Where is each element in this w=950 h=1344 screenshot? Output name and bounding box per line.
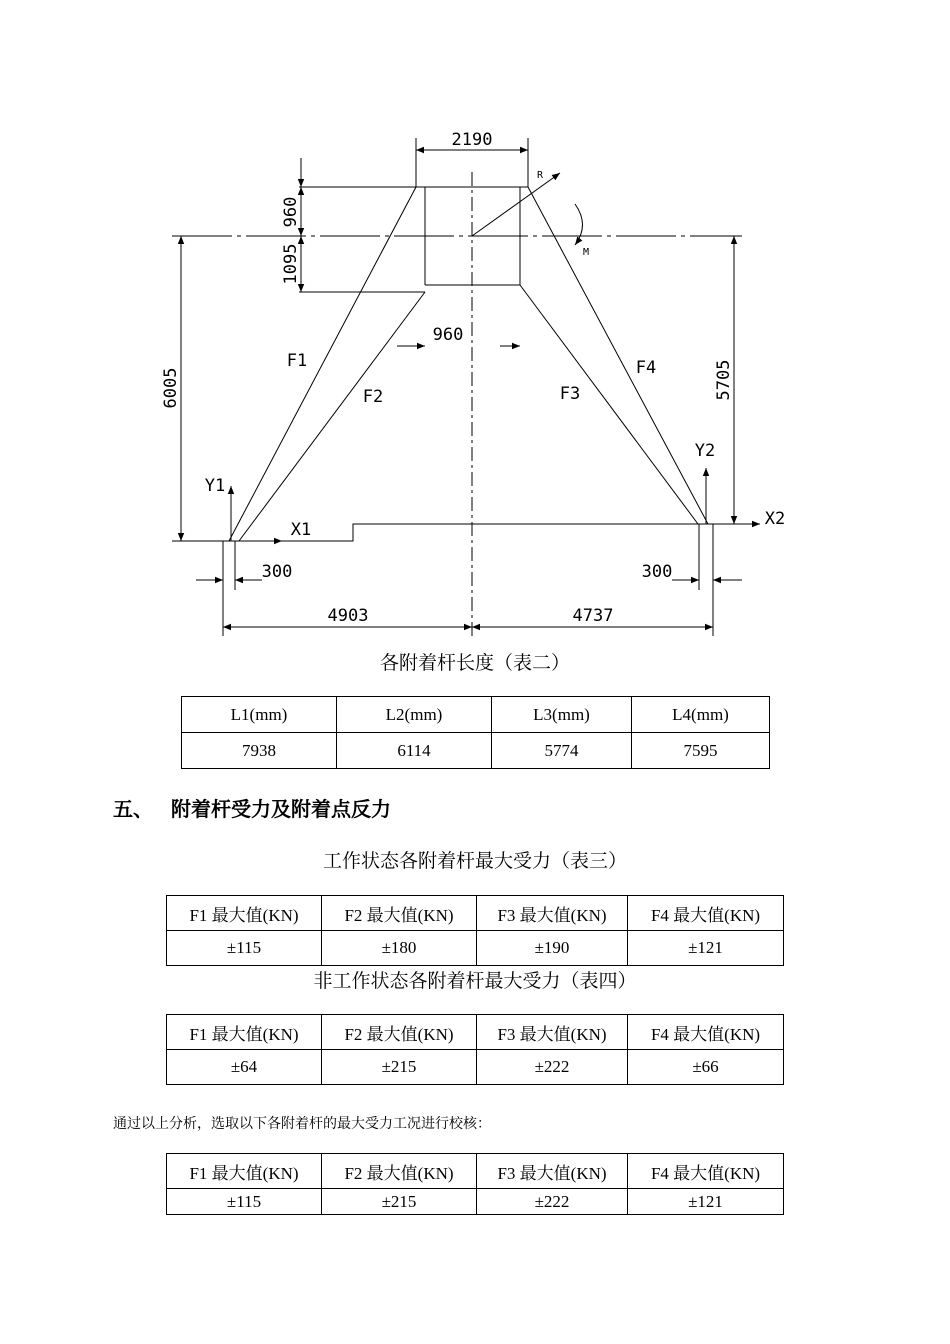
- table3-working-forces: [166, 895, 784, 966]
- dim-upper-offset: 960: [281, 196, 301, 228]
- table4-header-cell: F3 最大值(KN): [477, 1015, 628, 1050]
- table5-header-cell: F3 最大值(KN): [477, 1154, 628, 1189]
- table3-header-cell: F1 最大值(KN): [167, 896, 322, 931]
- attachment-rod-drawing: [0, 0, 950, 650]
- table3-header-cell: F3 最大值(KN): [477, 896, 628, 931]
- analysis-paragraph: 通过以上分析，选取以下各附着杆的最大受力工况进行校核：: [113, 1116, 491, 1132]
- dim-top-width: 2190: [451, 130, 493, 150]
- table2-header-cell: L2(mm): [337, 697, 492, 733]
- label-m: M: [582, 247, 590, 258]
- label-f4: F4: [635, 358, 657, 378]
- label-f1: F1: [286, 351, 308, 371]
- table2-value-cell: 5774: [492, 733, 632, 769]
- dim-vertical-1095: 1095: [281, 243, 301, 285]
- rod-f4: [528, 187, 708, 524]
- label-x1: X1: [290, 520, 312, 540]
- table5-header-cell: F1 最大值(KN): [167, 1154, 322, 1189]
- table4-header-cell: F1 最大值(KN): [167, 1015, 322, 1050]
- table5-header-cell: F2 最大值(KN): [322, 1154, 477, 1189]
- table2-header-cell: L4(mm): [632, 697, 770, 733]
- table3-value-cell: ±121: [628, 931, 784, 966]
- label-x2: X2: [764, 509, 786, 529]
- dim-right-offset: 300: [641, 562, 673, 582]
- table4-value-cell: ±222: [477, 1050, 628, 1085]
- dim-inner-width: 960: [432, 325, 464, 345]
- table2-value-cell: 6114: [337, 733, 492, 769]
- table3-header-cell: F2 最大值(KN): [322, 896, 477, 931]
- table4-header-cell: F2 最大值(KN): [322, 1015, 477, 1050]
- table3-caption: 工作状态各附着杆最大受力（表三）: [322, 850, 627, 872]
- table3-value-cell: ±190: [477, 931, 628, 966]
- table4-value-cell: ±64: [167, 1050, 322, 1085]
- ground-line: [172, 524, 758, 541]
- table5-check-forces: [166, 1153, 784, 1215]
- table2-value-cell: 7595: [632, 733, 770, 769]
- table5-value-cell: ±222: [477, 1189, 628, 1215]
- section-heading: [113, 793, 391, 822]
- label-y1: Y1: [204, 476, 226, 496]
- dim-right-base: 4737: [572, 606, 614, 626]
- table4-value-cell: ±66: [628, 1050, 784, 1085]
- table4-nonworking-forces: [166, 1014, 784, 1085]
- rod-f1: [229, 187, 416, 541]
- table3-header-cell: F4 最大值(KN): [628, 896, 784, 931]
- table4-header-cell: F4 最大值(KN): [628, 1015, 784, 1050]
- rod-f3: [520, 285, 698, 524]
- table2-header-cell: L3(mm): [492, 697, 632, 733]
- dim-left-base: 4903: [327, 606, 369, 626]
- table3-value-cell: ±115: [167, 931, 322, 966]
- rod-f2: [239, 292, 425, 541]
- table5-value-cell: ±215: [322, 1189, 477, 1215]
- table4-caption: 非工作状态各附着杆最大受力（表四）: [313, 970, 637, 992]
- section-title: 附着杆受力及附着点反力: [171, 797, 391, 821]
- table5-value-cell: ±115: [167, 1189, 322, 1215]
- table2-caption: 各附着杆长度（表二）: [379, 652, 570, 674]
- dim-left-height: 6005: [161, 367, 181, 409]
- table5-header-cell: F4 最大值(KN): [628, 1154, 784, 1189]
- dim-right-height: 5705: [714, 359, 734, 401]
- label-f2: F2: [362, 387, 384, 407]
- label-r: R: [536, 170, 544, 181]
- label-y2: Y2: [694, 441, 716, 461]
- table5-value-cell: ±121: [628, 1189, 784, 1215]
- label-f3: F3: [559, 384, 581, 404]
- table2-header-cell: L1(mm): [182, 697, 337, 733]
- table3-value-cell: ±180: [322, 931, 477, 966]
- dim-left-offset: 300: [261, 562, 293, 582]
- table2-rod-lengths: [181, 696, 770, 769]
- table4-value-cell: ±215: [322, 1050, 477, 1085]
- section-number: 五、: [113, 797, 153, 821]
- table2-value-cell: 7938: [182, 733, 337, 769]
